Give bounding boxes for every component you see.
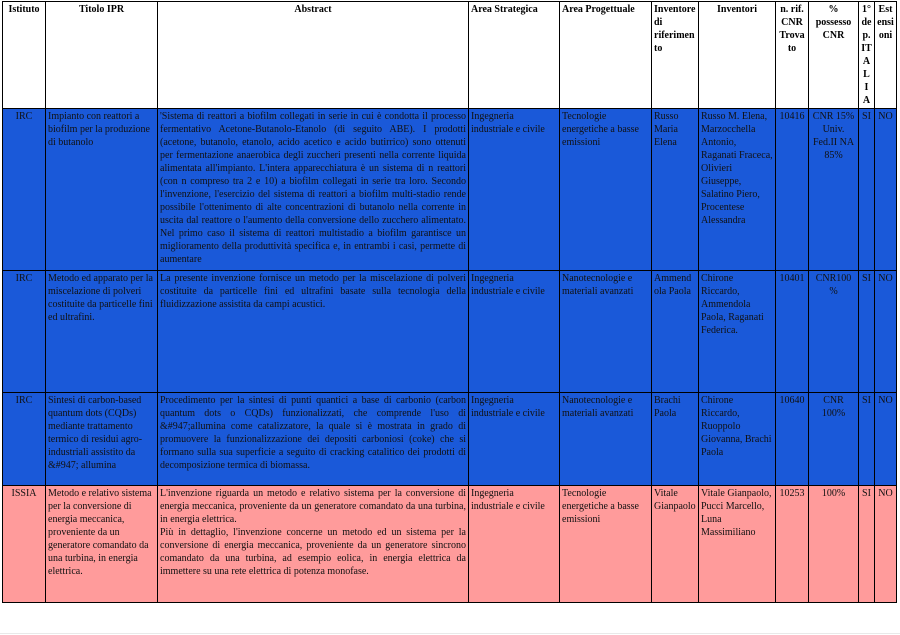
cell-istituto: IRC bbox=[3, 393, 46, 486]
cell-possesso: CNR 15% Univ. Fed.II NA 85% bbox=[809, 109, 859, 271]
header-inventore-rif: Inventore di riferimento bbox=[652, 2, 699, 109]
table-row bbox=[3, 271, 897, 393]
table-row bbox=[3, 486, 897, 603]
cell-inventori: Russo M. Elena, Marzocchella Antonio, Raganati Fraceca, Olivieri Giuseppe, Salatino Piero, Procentese Alessandra bbox=[699, 109, 776, 271]
cell-inventori: Vitale Gianpaolo, Pucci Marcello, Luna Massimiliano bbox=[699, 486, 776, 603]
cell-abstract bbox=[158, 109, 469, 271]
cell-inventore-rif: Vitale Gianpaolo bbox=[652, 486, 699, 603]
cell-area-strategica: Ingegneria industriale e civile bbox=[469, 486, 560, 603]
cell-deposito: SI bbox=[859, 393, 875, 486]
cell-inventore-rif: Brachi Paola bbox=[652, 393, 699, 486]
cell-titolo: Metodo e relativo sistema per la conversione di energia meccanica, proveniente da un generatore comandato da una turbina, in energia elettrica. bbox=[46, 486, 158, 603]
cell-istituto: IRC bbox=[3, 109, 46, 271]
cell-abstract bbox=[158, 486, 469, 603]
cell-possesso: CNR100 % bbox=[809, 271, 859, 393]
cell-nrif: 10640 bbox=[776, 393, 809, 486]
cell-titolo: Sintesi di carbon-based quantum dots (CQDs) mediante trattamento termico di residui agro-industriali assistito da &#947; allumina bbox=[46, 393, 158, 486]
abstract-paragraph: L'invenzione riguarda un metodo e relativo sistema per la conversione di energia meccanica, proveniente da un generatore comandato da una turbina, in energia elettrica. bbox=[160, 488, 466, 525]
cell-nrif: 10253 bbox=[776, 486, 809, 603]
cell-estensioni: NO bbox=[875, 393, 897, 486]
cell-estensioni: NO bbox=[875, 271, 897, 393]
cell-possesso: 100% bbox=[809, 486, 859, 603]
cell-area-progettuale: Nanotecnologie e materiali avanzati bbox=[560, 271, 652, 393]
abstract-paragraph: Più in dettaglio, l'invenzione concerne un metodo ed un sistema per la conversione di energia meccanica, proveniente da un generatore sincrono comandato da una turbina, ad esempio eolica, in energia elettrica da immettere su una rete elettrica di potenza monofase. bbox=[160, 527, 466, 577]
header-possesso: % possesso CNR bbox=[809, 2, 859, 109]
cell-abstract: La presente invenzione fornisce un metodo per la miscelazione di polveri costituite da particelle fini ed ultrafini basate sulla tecnologia della fluidizzazione assistita da campi acustici. bbox=[158, 271, 469, 393]
cell-titolo: Impianto con reattori a biofilm per la produzione di butanolo bbox=[46, 109, 158, 271]
cell-istituto: IRC bbox=[3, 271, 46, 393]
header-abstract: Abstract bbox=[158, 2, 469, 109]
header-istituto: Istituto bbox=[3, 2, 46, 109]
cell-area-progettuale: Tecnologie energetiche a basse emissioni bbox=[560, 109, 652, 271]
table-row bbox=[3, 393, 897, 486]
cell-area-strategica: Ingegneria industriale e civile bbox=[469, 109, 560, 271]
cell-abstract: Procedimento per la sintesi di punti quantici a base di carbonio (carbon quantum dots o CQDs) funzionalizzati, che comprende l'uso di &#947;allumina come catalizzatore, la quale si è mostrata in grado di promuovere la funzionalizzazione dei depositi carboniosi (coke) che si formano sulla sua superficie a seguito di cracking catalitico dei prodotti di decomposizione termica di biomassa. bbox=[158, 393, 469, 486]
header-estensioni: Estensioni bbox=[875, 2, 897, 109]
cell-area-strategica: Ingegneria industriale e civile bbox=[469, 393, 560, 486]
cell-deposito: SI bbox=[859, 109, 875, 271]
ipr-table bbox=[2, 1, 897, 603]
cell-istituto: ISSIA bbox=[3, 486, 46, 603]
cell-titolo: Metodo ed apparato per la miscelazione di polveri costituite da particelle fini ed ultrafini. bbox=[46, 271, 158, 393]
cell-inventori: Chirone Riccardo, Ammendola Paola, Raganati Federica. bbox=[699, 271, 776, 393]
header-inventori: Inventori bbox=[699, 2, 776, 109]
cell-nrif: 10401 bbox=[776, 271, 809, 393]
cell-deposito: SI bbox=[859, 486, 875, 603]
cell-area-strategica: Ingegneria industriale e civile bbox=[469, 271, 560, 393]
abstract-text: 'Sistema di reattori a biofilm collegati in serie in cui è condotta il processo fermentativo Acetone-Butanolo-Etanolo (di seguito ABE). I prodotti (acetone, butanolo, etanolo, acido acetico e acido butirrico) sono ottenuti per fermentazione anaerobica degli zuccheri presenti nella corrente liquida alimentata all'impianto. L'intera apparecchiatura è un sistema di n reattori (con n compreso tra 2 e 10) a biofilm collegati in serie tra loro. Secondo l'invenzione, l'esercizio del sistema di reattori a biofilm multi-stadio rende possibile l'ottenimento di alte concentrazioni di butanolo nella corrente in uscita dal reattore o l'aumento della conversione dello zucchero alimentato. Nel primo caso il sistema di reattori multistadio a biofilm garantisce un miglioramento della produttività specifica e, in entrambi i casi, permette di aumentare bbox=[160, 111, 466, 265]
cell-estensioni: NO bbox=[875, 109, 897, 271]
header-deposito: 1° de p. IT AL IA bbox=[859, 2, 875, 109]
header-area-strategica: Area Strategica bbox=[469, 2, 560, 109]
cell-area-progettuale: Tecnologie energetiche a basse emissioni bbox=[560, 486, 652, 603]
cell-area-progettuale: Nanotecnologie e materiali avanzati bbox=[560, 393, 652, 486]
cell-inventori: Chirone Riccardo, Ruoppolo Giovanna, Brachi Paola bbox=[699, 393, 776, 486]
header-nrif: n. rif. CNR Trovato bbox=[776, 2, 809, 109]
page-bottom-divider bbox=[0, 633, 900, 634]
ipr-sheet bbox=[2, 1, 896, 603]
header-area-progettuale: Area Progettuale bbox=[560, 2, 652, 109]
table-row bbox=[3, 109, 897, 271]
cell-deposito: SI bbox=[859, 271, 875, 393]
cell-inventore-rif: Russo Maria Elena bbox=[652, 109, 699, 271]
header-row bbox=[3, 2, 897, 109]
cell-estensioni: NO bbox=[875, 486, 897, 603]
cell-possesso: CNR 100% bbox=[809, 393, 859, 486]
header-titolo: Titolo IPR bbox=[46, 2, 158, 109]
cell-nrif: 10416 bbox=[776, 109, 809, 271]
cell-inventore-rif: Ammendola Paola bbox=[652, 271, 699, 393]
